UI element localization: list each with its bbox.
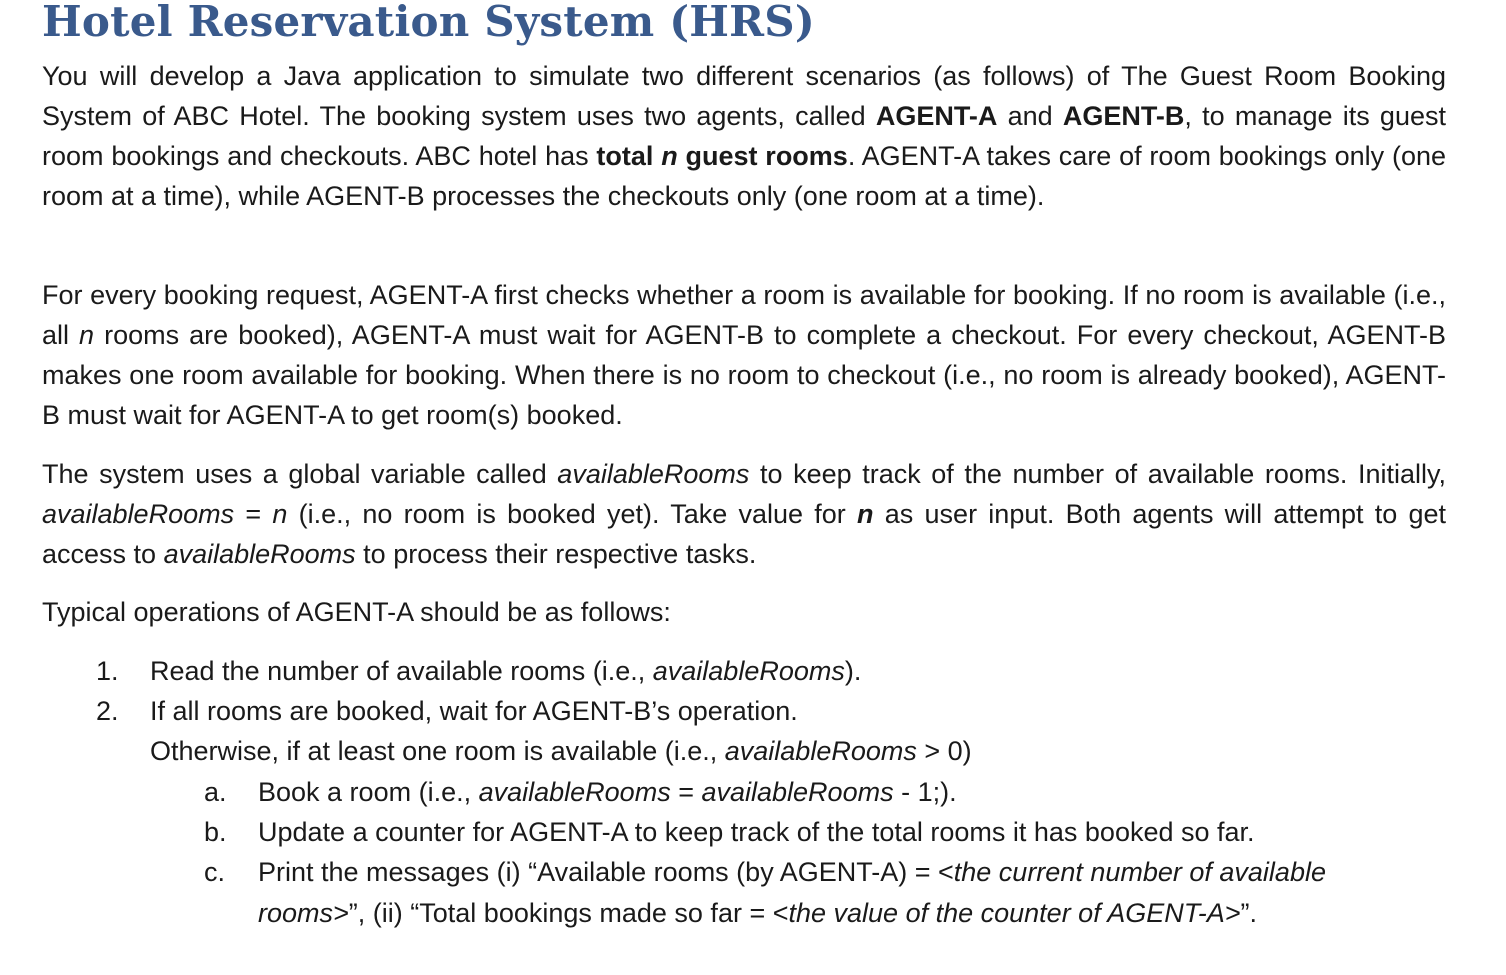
- list-item: If all rooms are booked, wait for AGENT-B’s operation.: [150, 696, 798, 726]
- total-rooms-bold: [596, 141, 847, 171]
- text-run: > 0): [916, 736, 972, 766]
- sublist-marker: c.: [204, 857, 226, 887]
- variable-available-rooms: availableRooms: [163, 539, 356, 569]
- text-run: . AGENT-A takes care of room bookings only (one room at a time), while AGENT-B processes the checkouts only (one room at a time).: [42, 141, 1446, 211]
- variable-available-rooms: availableRooms: [557, 459, 750, 489]
- text-run: Otherwise, if at least one room is available (i.e.,: [150, 736, 725, 766]
- text-run: as user input. Both agents will attempt to get access to: [42, 499, 1446, 569]
- variable-available-rooms: availableRooms: [701, 777, 894, 807]
- variable-paragraph: [42, 454, 1446, 574]
- text-run: =: [234, 499, 273, 529]
- document-page: [42, 0, 1446, 928]
- text-run: to process their respective tasks.: [355, 539, 757, 569]
- page-title: Hotel Reservation System (HRS): [42, 0, 815, 46]
- variable-n: n: [79, 320, 95, 350]
- variable-available-rooms: availableRooms: [724, 736, 917, 766]
- text-run: =: [670, 777, 702, 807]
- list-item-continuation: [150, 731, 972, 771]
- operations-intro: Typical operations of AGENT-A should be as follows:: [42, 597, 671, 627]
- text-run: rooms are booked), AGENT-A must wait for AGENT-B to complete a checkout. For every checkout, AGENT-B makes one room available for booking. When there is no room to checkout (i.e., no room is already booked), AGENT-B must wait for AGENT-A to get room(s) booked.: [42, 320, 1446, 430]
- variable-n: n: [661, 141, 678, 171]
- text-run: (i.e., no room is booked yet). Take value for: [287, 499, 858, 529]
- sublist-item: Update a counter for AGENT-A to keep track of the total rooms it has booked so far.: [258, 817, 1255, 847]
- agent-b-bold: AGENT-B: [1062, 101, 1185, 131]
- text-run: - 1;).: [893, 777, 957, 807]
- text-run: The system uses a global variable called: [42, 459, 558, 489]
- text-run: to keep track of the number of available rooms. Initially,: [749, 459, 1446, 489]
- variable-available-rooms: availableRooms: [478, 777, 671, 807]
- text-run: and: [997, 101, 1063, 131]
- variable-n-bold: n: [857, 499, 874, 529]
- booking-paragraph: [42, 275, 1446, 435]
- text-run: total: [596, 141, 662, 171]
- list-marker: 1.: [96, 656, 119, 686]
- text-run: ”, (ii) “Total bookings made so far = <: [348, 898, 789, 928]
- variable-available-rooms: availableRooms: [652, 656, 845, 686]
- text-run: the current number of available: [953, 857, 1326, 887]
- sublist-item: [258, 772, 957, 812]
- text-run: For every booking request, AGENT-A first checks whether a room is available for booking. If no room is available (i.e., all: [42, 280, 1446, 350]
- text-run: Read the number of available rooms (i.e.,: [150, 656, 653, 686]
- text-run: , to manage its guest room bookings and checkouts. ABC hotel has: [42, 101, 1446, 171]
- sublist-marker: b.: [204, 817, 227, 847]
- text-run: ”.: [1240, 898, 1257, 928]
- list-item: [150, 651, 861, 691]
- text-run: You will develop a Java application to simulate two different scenarios (as follows) of The Guest Room Booking System of ABC Hotel. The booking system uses two agents, called: [42, 61, 1446, 131]
- text-run: ).: [844, 656, 862, 686]
- variable-n: n: [272, 499, 288, 529]
- text-run: Book a room (i.e.,: [258, 777, 479, 807]
- text-run: the value of the counter of AGENT-A>: [788, 898, 1241, 928]
- sublist-marker: a.: [204, 777, 227, 807]
- list-marker: 2.: [96, 696, 119, 726]
- intro-paragraph: [42, 56, 1446, 216]
- text-run: rooms>: [258, 898, 349, 928]
- agent-a-bold: AGENT-A: [875, 101, 998, 131]
- variable-available-rooms: availableRooms: [42, 499, 235, 529]
- sublist-item-continuation: [258, 893, 1257, 933]
- sublist-item: [258, 852, 1326, 892]
- text-run: Print the messages (i) “Available rooms (by AGENT-A) = <: [258, 857, 954, 887]
- text-run: guest rooms: [677, 141, 848, 171]
